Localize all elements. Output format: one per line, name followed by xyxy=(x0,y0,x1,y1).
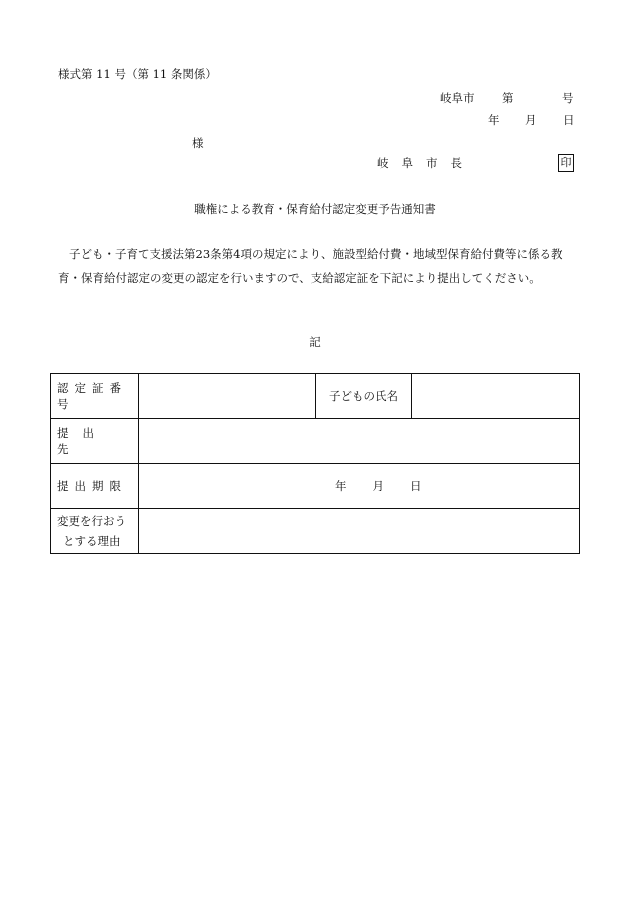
deadline-month: 月 xyxy=(372,479,384,493)
ki-heading: 記 xyxy=(309,335,321,349)
table-row xyxy=(51,419,580,464)
reference-number-line xyxy=(440,90,574,106)
deadline-year: 年 xyxy=(335,479,347,493)
reason-field[interactable] xyxy=(139,509,580,554)
form-number-label: 様式第 11 号（第 11 条関係） xyxy=(58,67,217,81)
issue-date-line xyxy=(488,112,574,128)
issue-date-year: 年 xyxy=(488,113,500,127)
body-paragraph: 子ども・子育て支援法第23条第4項の規定により、施設型給付費・地域型保育給付費等に係る教育・保育給付認定の変更の認定を行いますので、支給認定証を下記により提出してください。 xyxy=(58,247,563,285)
deadline-day: 日 xyxy=(410,479,422,493)
issuer-name: 岐阜市長 xyxy=(377,156,475,170)
issue-date-month: 月 xyxy=(525,113,537,127)
addressee-suffix: 様 xyxy=(192,136,204,150)
child-name-label: 子どもの氏名 xyxy=(316,374,412,419)
table-row xyxy=(51,509,580,554)
reason-label xyxy=(51,509,139,554)
document-title: 職権による教育・保育給付認定変更予告通知書 xyxy=(194,202,436,216)
deadline-field[interactable] xyxy=(139,464,580,509)
reference-number-suffix: 号 xyxy=(562,91,574,105)
child-name-field[interactable] xyxy=(412,374,580,419)
reference-number-prefix: 第 xyxy=(502,91,514,105)
submit-to-field[interactable] xyxy=(139,419,580,464)
cert-number-field[interactable] xyxy=(139,374,316,419)
reason-label-line1: 変更を行おう xyxy=(57,514,126,528)
table-row xyxy=(51,464,580,509)
submit-to-label: 提出先 xyxy=(51,419,139,464)
details-table xyxy=(50,373,580,554)
deadline-label: 提出期限 xyxy=(51,464,139,509)
reason-label-line2: とする理由 xyxy=(63,534,121,548)
table-row xyxy=(51,374,580,419)
issue-date-day: 日 xyxy=(563,113,575,127)
seal-mark: 印 xyxy=(558,154,574,172)
reference-city: 岐阜市 xyxy=(440,91,475,105)
cert-number-label: 認定証番号 xyxy=(51,374,139,419)
